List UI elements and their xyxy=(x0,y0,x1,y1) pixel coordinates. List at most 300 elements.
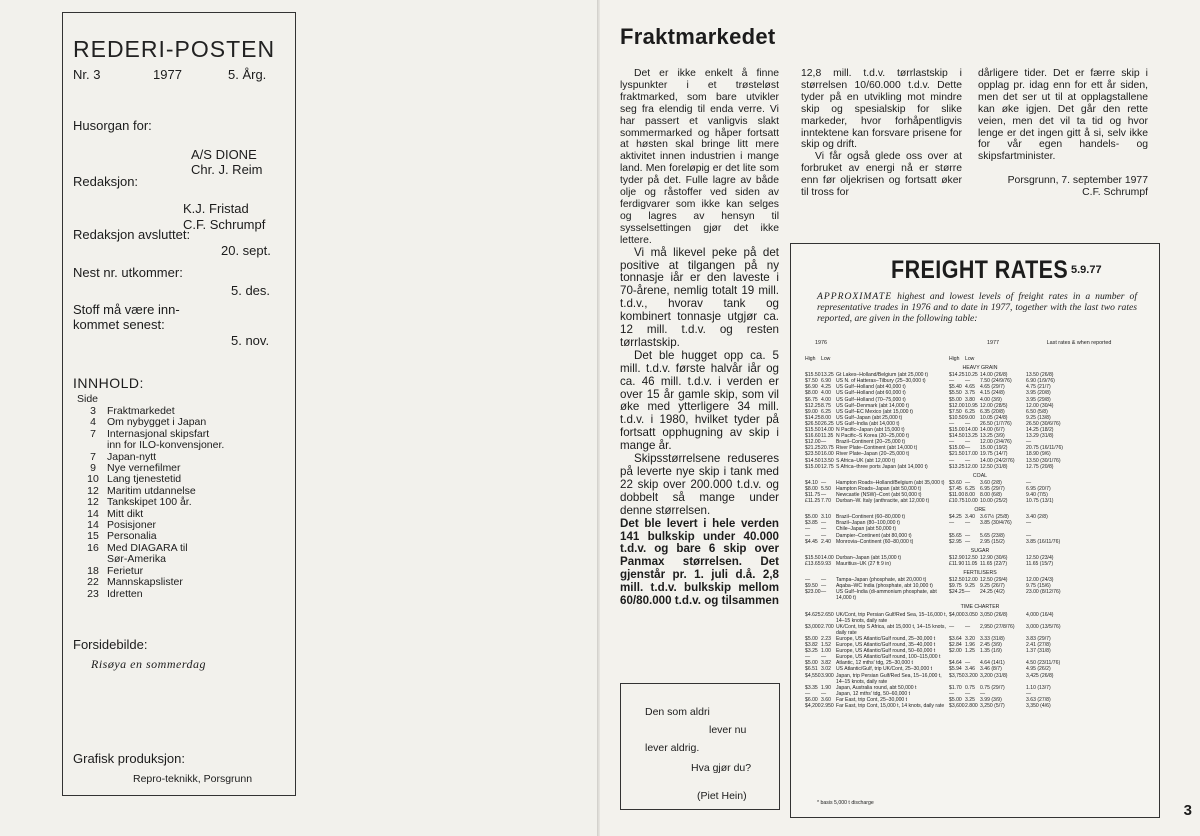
article-paragraph: dårligere tider. Det er færre skip i opplag pr. idag enn for ett år siden, men det ser ut til at opplagstallene kan øke igjen. Det går den rette veien, men det vil ta tid og hvor lenge er det ingen gitt å si, selv ikke for vår egen handels- og skipsfartminister. xyxy=(978,68,1148,163)
freight-cell: — xyxy=(965,589,971,596)
freight-cell: — xyxy=(949,420,955,427)
freight-cell: US Gulf–Holland (70–75,000 t) xyxy=(836,396,906,403)
production-credit: Repro-teknikk, Porsgrunn xyxy=(133,773,253,785)
freight-cell: $3.60 xyxy=(949,479,962,486)
freight-cell: — xyxy=(965,660,971,667)
cover-caption: Risøya en sommerdag xyxy=(91,657,207,671)
freight-cell: 4.25 xyxy=(821,384,831,391)
freight-cell: Durban–W. Italy (anthracite, abt 12,000 t) xyxy=(836,498,930,505)
freight-cell: 3.10 xyxy=(821,514,831,521)
freight-cell: 26.50 (30/6/76) xyxy=(1026,420,1061,427)
freight-cell: — xyxy=(821,654,827,661)
freight-cell: — xyxy=(821,439,827,446)
freight-cell: 4.50 (23/11/76) xyxy=(1026,660,1061,667)
freight-cell: 9.93 xyxy=(821,560,831,567)
freight-cell: Tampa–Japan (phosphate, abt 20,000 t) xyxy=(836,577,927,584)
freight-cell: $3.64 xyxy=(949,635,962,642)
freight-cell: 20.75 (16/11/76) xyxy=(1026,445,1064,452)
freight-cell: 18.90 (9/6) xyxy=(1026,451,1051,458)
freight-cell: $4,550 xyxy=(805,672,821,679)
next-issue-label: Nest nr. utkommer: xyxy=(73,265,183,280)
freight-cell: $5.00 xyxy=(805,514,818,521)
freight-cell: $5.00 xyxy=(949,396,962,403)
toc-page-number: 7 xyxy=(90,427,96,440)
quote-line-4: Hva gjør du? xyxy=(691,762,752,774)
freight-cell: 1.90 xyxy=(821,684,831,691)
freight-cell: 3.63 (27/8) xyxy=(1026,696,1051,703)
freight-cell: 3.900 xyxy=(821,672,834,679)
freight-cell: 3.60 (2/8) xyxy=(980,479,1002,486)
freight-cell: 5.65 (23/8) xyxy=(980,532,1005,539)
freight-cell: 9.75 (15/6) xyxy=(1026,583,1051,590)
freight-cell: $8.00 xyxy=(805,485,818,492)
freight-rates-date: 5.9.77 xyxy=(1071,264,1102,276)
freight-subheader-label: Low xyxy=(821,356,831,362)
freight-cell: — xyxy=(1026,520,1032,527)
freight-cell: — xyxy=(821,583,827,590)
freight-cell: 11.05 xyxy=(965,560,978,567)
freight-cell: Chile–Japan (abt 50,000 t) xyxy=(836,526,897,533)
editor-2: C.F. Schrumpf xyxy=(183,217,266,232)
freight-rates-title: FREIGHT RATES xyxy=(891,256,1069,284)
freight-cell: — xyxy=(965,457,971,464)
freight-cell: $1.70 xyxy=(949,684,962,691)
freight-cell: $9.00 xyxy=(805,408,818,415)
freight-cell: — xyxy=(821,520,827,527)
freight-cell: Japan, trip Persian Gulf/Red Sea, 15–16,000 t, 14–15 knots, daily rate xyxy=(836,672,942,685)
freight-cell: 8.00 xyxy=(821,414,831,421)
freight-cell: 5.50 xyxy=(821,485,831,492)
toc-entry xyxy=(79,440,289,451)
freight-row xyxy=(805,561,1155,567)
toc-title: Om nybygget i Japan xyxy=(107,416,207,429)
freight-cell: 3,250 (5/7) xyxy=(980,702,1005,709)
freight-cell: 3.20 xyxy=(965,635,975,642)
freight-cell: US Gulf–Holland (abt 60,000 t) xyxy=(836,390,906,397)
toc-entry xyxy=(79,589,289,600)
colophon-box xyxy=(62,12,296,796)
freight-cell: $3.82 xyxy=(805,642,818,649)
freight-cell: 3,050 (26/8) xyxy=(980,611,1008,618)
freight-cell: Europe, US Atlantic/Gulf round, 50–60,000 t xyxy=(836,648,936,655)
freight-section-heading: COAL xyxy=(972,472,988,479)
avsluttet-label: Redaksjon avsluttet: xyxy=(73,227,191,242)
freight-cell: £11.90 xyxy=(949,560,965,567)
freight-cell: — xyxy=(821,589,827,596)
freight-cell: 8.00 xyxy=(965,491,975,498)
contents-heading: INNHOLD: xyxy=(73,375,144,391)
freight-cell: 15.00 (19/2) xyxy=(980,445,1008,452)
freight-row xyxy=(805,703,1155,709)
left-page xyxy=(0,0,598,836)
freight-cell: 16.00 xyxy=(821,451,834,458)
freight-cell: $24.25 xyxy=(949,589,965,596)
freight-cell: — xyxy=(1026,439,1032,446)
heading-1976: 1976 xyxy=(815,340,827,346)
freight-section-heading: HEAVY GRAIN xyxy=(962,365,998,372)
freight-cell: — xyxy=(965,378,971,385)
toc-entry xyxy=(79,497,289,508)
freight-cell: 26.25 xyxy=(821,420,834,427)
freight-cell: 3.46 xyxy=(965,666,975,673)
toc-title: Sør-Amerika xyxy=(107,553,166,566)
freight-cell: $2.00 xyxy=(949,648,962,655)
toc-page-number: 4 xyxy=(90,416,96,429)
freight-cell: 3.46 (8/7) xyxy=(980,666,1002,673)
redaksjon-label: Redaksjon: xyxy=(73,174,139,189)
freight-cell: 3.83 (29/7) xyxy=(1026,635,1051,642)
freight-cell: — xyxy=(965,445,971,452)
freight-cell: Japan, Australia round, abt 50,000 t xyxy=(836,684,917,691)
table-of-contents xyxy=(79,406,289,600)
freight-cell: 14.00 (24/2/76) xyxy=(980,457,1015,464)
freight-cell: 3.33 (31/8) xyxy=(980,635,1005,642)
freight-row xyxy=(805,612,1155,624)
freight-cell: 1.25 xyxy=(965,648,975,655)
freight-cell: — xyxy=(821,491,827,498)
toc-page-number: 12 xyxy=(87,496,99,509)
deadline-date: 5. nov. xyxy=(231,333,270,348)
freight-cell: 3,350 (4/6) xyxy=(1026,702,1051,709)
freight-cell: 12.00 xyxy=(965,463,978,470)
freight-cell: — xyxy=(821,526,827,533)
freight-section-heading: SUGAR xyxy=(970,547,990,554)
issue-volume: 5. Årg. xyxy=(228,67,267,82)
freight-cell: $12.00 xyxy=(949,402,965,409)
freight-cell: $12.90 xyxy=(949,554,965,561)
freight-cell: 13.50 (26/8) xyxy=(1026,372,1054,379)
toc-entry xyxy=(79,577,289,588)
freight-cell: Mauritius–UK (27 ft 9 in) xyxy=(836,560,891,567)
freight-cell: 1.96 xyxy=(965,642,975,649)
page-number: 3 xyxy=(1183,802,1192,819)
freight-cell: — xyxy=(805,690,811,697)
freight-cell: 6.25 xyxy=(821,408,831,415)
avsluttet-date: 20. sept. xyxy=(221,243,271,258)
right-page xyxy=(600,0,1200,836)
article-paragraph: Det ble hugget opp ca. 5 mill. t.d.v. første halvår iår og ca. 46 mill. t.d.v. i verden er over 15 år gamle skip, som vil øke med ytterligere 34 mill. t.d.v. i 1980, hvilket tyder på fortsatt opphugning av skip i mange år. xyxy=(620,348,779,453)
freight-cell: 10.00 (25/2) xyxy=(980,498,1008,505)
freight-cell: $14.50 xyxy=(805,457,821,464)
freight-cell: $15.00 xyxy=(949,445,965,452)
freight-cell: UK/Cont, trip S Africa, abt 15,000 t, 14–15 knots, daily rate xyxy=(836,623,946,636)
freight-cell: 6.95 (29/7) xyxy=(980,485,1005,492)
freight-cell: $5.65 xyxy=(949,532,962,539)
freight-cell: $11.75 xyxy=(805,491,821,498)
article-paragraph: Det er ikke enkelt å finne lyspunkter i et trøsteløst fraktmarked, som bare utvikler seg fra elendig til enda verre. Vi har passert et vanligvis slakt sommermarked og håper fortsatt at høsten skal bringe litt mere aktivitet innen industrien i mange land. Men foreløpig er det lite som tyder på det. Fulle lagre av både olje og råstoffer ved siden av ferdigvarer som ikke kan selges og lagres av hensyn til sysselsettingen gjør det ikke lettere. xyxy=(620,68,779,246)
toc-page-number: 15 xyxy=(87,530,99,543)
freight-cell: $7.50 xyxy=(949,408,962,415)
freight-cell: — xyxy=(965,538,971,545)
quote-line-2: lever nu xyxy=(709,724,747,736)
freight-cell: 0.75 xyxy=(965,684,975,691)
freight-cell: 4.65 (29/7) xyxy=(980,384,1005,391)
freight-cell: $3.25 xyxy=(805,648,818,655)
next-issue-date: 5. des. xyxy=(231,283,271,298)
freight-cell: 11.65 (22/7) xyxy=(980,560,1008,567)
freight-cell: $21.50 xyxy=(949,451,965,458)
freight-cell: 2.41 (27/8) xyxy=(1026,642,1051,649)
freight-cell: — xyxy=(1026,532,1032,539)
freight-cell: 4.15 (24/8) xyxy=(980,390,1005,397)
freight-cell: $2.84 xyxy=(949,642,962,649)
freight-rates-box xyxy=(790,243,1160,818)
freight-cell: $7.45 xyxy=(949,485,962,492)
freight-cell: Far East, trip Cont, 25–30,000 t xyxy=(836,696,908,703)
freight-cell: $9.75 xyxy=(949,583,962,590)
quote-line-1: Den som aldri xyxy=(645,706,710,718)
freight-cell: S Africa–UK (abt 12,000 t) xyxy=(836,457,896,464)
freight-section-heading: FERTILISERS xyxy=(963,570,997,576)
freight-cell: 3.60 xyxy=(821,696,831,703)
freight-cell: 2.40 xyxy=(821,538,831,545)
freight-cell: £11.25 xyxy=(805,498,821,505)
toc-title: Personalia xyxy=(107,530,157,543)
freight-cell: River Plate–Japan (20–25,000 t) xyxy=(836,451,910,458)
toc-title: Fraktmarkedet xyxy=(107,405,175,417)
freight-cell: 6.90 (1/9/76) xyxy=(1026,378,1055,385)
freight-rates-table xyxy=(805,356,1155,709)
freight-cell: $3.85 xyxy=(805,520,818,527)
freight-cell: 3,425 (26/8) xyxy=(1026,672,1054,679)
freight-subheader-label: Low xyxy=(965,356,975,362)
freight-cell: $23.50 xyxy=(805,451,821,458)
freight-cell: Far East, trip Cont, 15,000 t, 14 knots, daily rate xyxy=(836,702,945,709)
freight-cell: Europe, US Atlantic/Gulf round, 100–115,000 t xyxy=(836,654,941,661)
freight-cell: US Gulf–EC Mexico (abt 15,000 t) xyxy=(836,408,914,415)
freight-cell: 9.25 (13/8) xyxy=(1026,414,1051,421)
toc-page-number: 14 xyxy=(87,519,99,532)
freight-cell: 2.800 xyxy=(965,702,978,709)
freight-cell: 3.050 xyxy=(965,611,978,618)
heading-1977: 1977 xyxy=(987,340,999,346)
toc-page-number xyxy=(79,440,107,451)
freight-cell: Hampton Roads–Japan (abt 50,000 t) xyxy=(836,485,922,492)
freight-cell: $15.50 xyxy=(805,554,821,561)
freight-cell: $6.90 xyxy=(805,384,818,391)
freight-cell: 3,200 (31/8) xyxy=(980,672,1008,679)
toc-page-number: 23 xyxy=(87,587,99,600)
freight-cell: 14.00 xyxy=(821,554,834,561)
freight-cell: 4.95 (26/2) xyxy=(1026,666,1051,673)
freight-cell: Brazil–Continent (20–25,000 t) xyxy=(836,439,906,446)
article-headline: Fraktmarkedet xyxy=(620,24,776,49)
freight-cell: $14.50 xyxy=(949,433,965,440)
freight-cell: 12.75 xyxy=(821,463,834,470)
toc-page-number: 16 xyxy=(87,541,99,554)
toc-page-number: 18 xyxy=(87,564,99,577)
freight-subheader-label: High xyxy=(805,356,816,362)
freight-cell: 12.50 xyxy=(965,554,978,561)
freight-cell: $5.40 xyxy=(949,384,962,391)
freight-cell: 7.50 (24/9/76) xyxy=(980,378,1012,385)
freight-cell: $6.75 xyxy=(805,396,818,403)
freight-cell: — xyxy=(821,577,827,584)
freight-cell: 20.75 xyxy=(821,445,834,452)
freight-cell: US Gulf–India (di-ammonium phosphate, abt 14,000 t) xyxy=(836,589,937,602)
freight-cell: 4.00 (3/9) xyxy=(980,396,1002,403)
freight-row xyxy=(805,673,1155,685)
freight-cell: Europe, US Atlantic/Gulf round, 35–40,000 t xyxy=(836,642,936,649)
freight-cell: — xyxy=(965,520,971,527)
freight-cell: — xyxy=(805,577,811,584)
freight-cell: — xyxy=(965,623,971,630)
freight-cell: — xyxy=(949,623,955,630)
freight-rates-intro xyxy=(817,291,1137,325)
freight-cell: 3.40 xyxy=(965,514,975,521)
freight-cell: 23.00 (8/12/76) xyxy=(1026,589,1061,596)
freight-cell: $8.00 xyxy=(805,390,818,397)
freight-cell: 3.99 (3/9) xyxy=(980,696,1002,703)
freight-cell: 3.40 (2/8) xyxy=(1026,514,1048,521)
freight-section-heading: ORE xyxy=(974,507,986,514)
toc-title: Japan-nytt xyxy=(107,450,157,463)
freight-cell: 10.05 (24/8) xyxy=(980,414,1008,421)
freight-cell: 12.90 (30/6) xyxy=(980,554,1008,561)
freight-cell: 6.90 xyxy=(821,378,831,385)
freight-cell: $6.51 xyxy=(805,666,818,673)
freight-cell: 11.65 (15/7) xyxy=(1026,560,1054,567)
freight-row xyxy=(805,589,1155,601)
freight-cell: N Pacific–S Korea (20–25,000 t) xyxy=(836,433,910,440)
freight-cell: — xyxy=(965,690,971,697)
quote-box xyxy=(620,683,780,810)
freight-cell: 2.95 (15/2) xyxy=(980,538,1005,545)
freight-cell: 13.29 (31/8) xyxy=(1026,433,1054,440)
freight-cell: 19.75 (14/7) xyxy=(980,451,1008,458)
publication-title: REDERI-POSTEN xyxy=(73,36,276,62)
freight-cell: $4.25 xyxy=(949,514,962,521)
toc-page-number xyxy=(79,554,107,565)
freight-column-headings xyxy=(791,340,1159,354)
freight-row xyxy=(805,539,1155,545)
freight-cell: 3.82 xyxy=(821,660,831,667)
freight-cell: — xyxy=(965,420,971,427)
freight-cell: Aqaba–WC India (phosphate, abt 10,000 t) xyxy=(836,583,933,590)
freight-cell: 1.00 xyxy=(821,648,831,655)
freight-cell: 3.95 (29/8) xyxy=(1026,396,1051,403)
freight-cell: $4.45 xyxy=(805,538,818,545)
toc-page-number: 14 xyxy=(87,507,99,520)
freight-cell: 11.35 xyxy=(821,433,834,440)
freight-cell: $7.50 xyxy=(805,378,818,385)
husorgan-owner: Chr. J. Reim xyxy=(191,162,263,177)
heading-last-rates: Last rates & when reported xyxy=(1046,340,1112,346)
freight-cell: $3,000 xyxy=(805,623,821,630)
freight-cell: 2.23 xyxy=(821,635,831,642)
freight-cell: 1.35 (1/9) xyxy=(980,648,1002,655)
freight-cell: 13.50 xyxy=(821,457,834,464)
freight-cell: $12.00 xyxy=(805,439,821,446)
editor-1: K.J. Fristad xyxy=(183,201,249,216)
freight-cell: — xyxy=(949,439,955,446)
freight-cell: $4.10 xyxy=(805,479,818,486)
freight-cell: 3.25 xyxy=(965,696,975,703)
freight-cell: 26.50 (1/7/76) xyxy=(980,420,1012,427)
freight-cell: $11.00 xyxy=(949,491,965,498)
freight-cell: 14.00 (6/7) xyxy=(980,427,1005,434)
freight-cell: 3.75 xyxy=(965,390,975,397)
freight-section-heading: TIME CHARTER xyxy=(960,604,1000,611)
freight-cell: $5.50 xyxy=(949,390,962,397)
freight-cell: 3.95 (20/8) xyxy=(1026,390,1051,397)
freight-cell: 4.00 xyxy=(821,396,831,403)
freight-cell: 7.70 xyxy=(821,498,831,505)
toc-title: Med DIAGARA til xyxy=(107,541,188,554)
freight-cell: $2.95 xyxy=(949,538,962,545)
freight-cell: 12.00 (2/4/76) xyxy=(980,439,1012,446)
cover-label: Forsidebilde: xyxy=(73,637,148,652)
toc-title: Lang tjenestetid xyxy=(107,473,182,486)
toc-page-number: 10 xyxy=(87,473,99,486)
toc-page-number: 9 xyxy=(90,462,96,475)
freight-cell: US Gulf–Holland (abt 40,000 t) xyxy=(836,384,906,391)
freight-cell: $5.94 xyxy=(949,666,962,673)
freight-cell: $3,750 xyxy=(949,672,965,679)
freight-cell: — xyxy=(1026,690,1032,697)
freight-cell: US Gulf–Japan (abt 25,000 t) xyxy=(836,414,903,421)
freight-cell: $26.50 xyxy=(805,420,821,427)
intro-text: highest and lowest levels of freight rates in a number of representative trades in 1976 and to date in 1977, together with the last two rates reported, are given in the following table: xyxy=(817,291,1137,325)
freight-cell: $15.50 xyxy=(805,372,821,379)
freight-cell: 1.10 (13/7) xyxy=(1026,684,1051,691)
freight-cell: S Africa–three ports Japan (abt 14,000 t) xyxy=(836,463,928,470)
freight-cell: 17.00 xyxy=(965,451,978,458)
toc-title: Ferietur xyxy=(107,564,144,577)
freight-cell: Japan, 12 mths' tdg, 50–60,000 t xyxy=(836,690,911,697)
freight-cell: 2.45 (3/9) xyxy=(980,642,1002,649)
husorgan-company: A/S DIONE xyxy=(191,147,257,162)
freight-cell: 4.75 (21/7) xyxy=(1026,384,1051,391)
article-paragraph: 12,8 mill. t.d.v. tørrlastskip i størrelsen 10/60.000 t.d.v. Dette tyder på en utvikling mot mindre skip og spesialskip for slike markeder, hvor forhåpentligvis inntektene kan forsvare prisene for skip og drift. xyxy=(801,68,962,151)
freight-cell: 14.00 (26/8) xyxy=(980,372,1008,379)
freight-cell: $15.50 xyxy=(805,427,821,434)
freight-cell: 2.650 xyxy=(821,611,834,618)
freight-cell: 14.00 xyxy=(965,427,978,434)
freight-cell: $14.25 xyxy=(949,372,965,379)
freight-cell: $21.25 xyxy=(805,445,821,452)
freight-cell: $23.00 xyxy=(805,589,821,596)
freight-cell: Hampton Roads–Holland/Belgium (abt 35,000 t) xyxy=(836,479,945,486)
husorgan-label: Husorgan for: xyxy=(73,118,152,133)
freight-cell: 3.85 (16/11/76) xyxy=(1026,538,1061,545)
freight-cell: $12.50 xyxy=(949,577,965,584)
freight-cell: — xyxy=(980,690,986,697)
freight-cell: 9.40 (7/5) xyxy=(1026,491,1048,498)
toc-title: Nye vernefilmer xyxy=(107,462,181,475)
freight-cell: Europe, US Atlantic/Gulf round, 25–30,000 t xyxy=(836,635,936,642)
freight-cell: $9.50 xyxy=(805,583,818,590)
freight-cell: Durban–Japan (abt 15,000 t) xyxy=(836,554,902,561)
toc-page-number: 7 xyxy=(90,450,96,463)
freight-cell: $4,200 xyxy=(805,702,821,709)
freight-cell: $4.625 xyxy=(805,611,821,618)
freight-cell: 14.00 xyxy=(821,427,834,434)
toc-title: inn for ILO-konvensjoner. xyxy=(107,439,225,452)
quote-author: (Piet Hein) xyxy=(697,790,747,802)
freight-cell: 3.80 xyxy=(965,396,975,403)
freight-cell: $16.60 xyxy=(805,433,821,440)
freight-cell: Brazil–Japan (80–100,000 t) xyxy=(836,520,900,527)
freight-cell: Brazil–Continent (60–80,000 t) xyxy=(836,514,906,521)
freight-cell: US N. of Hatteras–Tilbury (25–30,000 t) xyxy=(836,378,926,385)
freight-cell: N Pacific–Japan (abt 15,000 t) xyxy=(836,427,905,434)
freight-cell: 9.00 xyxy=(965,414,975,421)
freight-cell: Monrovia–Continent (60–80,000 t) xyxy=(836,538,914,545)
freight-cell: US Atlantic/Gulf, trip UK/Cont, 25–30,000 t xyxy=(836,666,932,673)
toc-page-number: 22 xyxy=(87,576,99,589)
freight-cell: 0.75 (29/7) xyxy=(980,684,1005,691)
